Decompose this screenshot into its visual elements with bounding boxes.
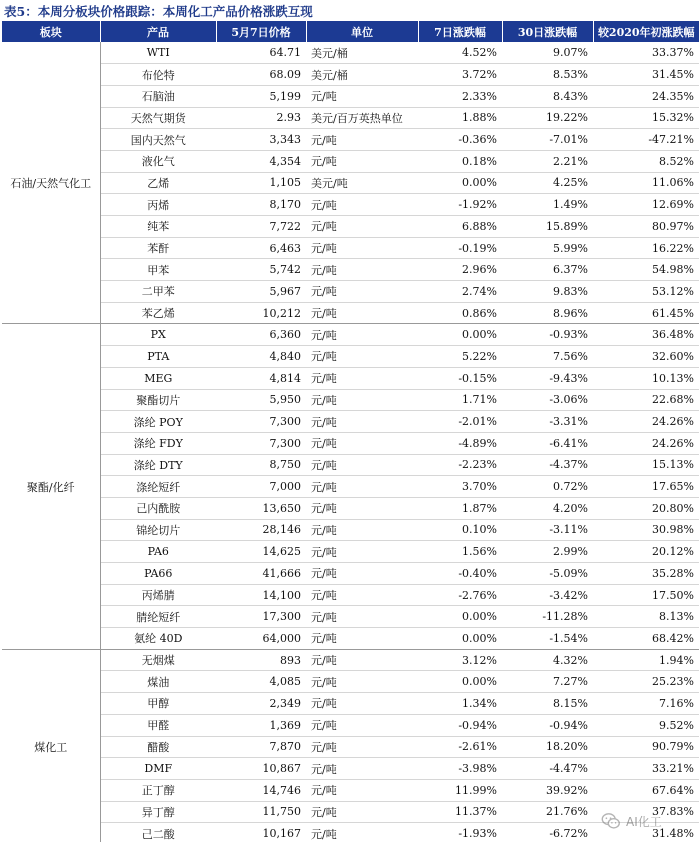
product-name: 国内天然气	[100, 129, 216, 151]
change-ytd: 15.13%	[593, 454, 699, 476]
product-name: 异丁醇	[100, 801, 216, 823]
unit-value: 美元/桶	[306, 42, 418, 64]
price-value: 64.71	[216, 42, 306, 64]
unit-value: 元/吨	[306, 129, 418, 151]
change-30d: 8.53%	[502, 64, 593, 86]
change-7d: 0.00%	[418, 324, 502, 346]
change-ytd: 20.12%	[593, 541, 699, 563]
table-row	[2, 801, 699, 823]
product-name: 丙烯	[100, 194, 216, 216]
change-30d: 0.72%	[502, 476, 593, 498]
change-7d: -2.23%	[418, 454, 502, 476]
table-row	[2, 42, 699, 64]
change-7d: -2.01%	[418, 411, 502, 433]
table-row	[2, 671, 699, 693]
change-ytd: 17.50%	[593, 584, 699, 606]
product-name: MEG	[100, 367, 216, 389]
unit-value: 元/吨	[306, 389, 418, 411]
product-name: 涤纶 DTY	[100, 454, 216, 476]
table-row	[2, 389, 699, 411]
product-name: 己二酸	[100, 823, 216, 842]
change-ytd: 80.97%	[593, 216, 699, 238]
price-value: 7,300	[216, 411, 306, 433]
change-ytd: 8.13%	[593, 606, 699, 628]
price-value: 11,750	[216, 801, 306, 823]
price-value: 41,666	[216, 563, 306, 585]
table-row	[2, 411, 699, 433]
unit-value: 元/吨	[306, 216, 418, 238]
change-7d: 3.72%	[418, 64, 502, 86]
unit-value: 元/吨	[306, 367, 418, 389]
product-name: PTA	[100, 346, 216, 368]
price-value: 7,722	[216, 216, 306, 238]
table-row	[2, 237, 699, 259]
product-name: 腈纶短纤	[100, 606, 216, 628]
table-row	[2, 758, 699, 780]
change-30d: 1.49%	[502, 194, 593, 216]
product-name: 苯酐	[100, 237, 216, 259]
product-name: 甲醛	[100, 714, 216, 736]
change-7d: -3.98%	[418, 758, 502, 780]
price-value: 14,100	[216, 584, 306, 606]
header-7d-change: 7日涨跌幅	[418, 21, 502, 42]
change-ytd: 10.13%	[593, 367, 699, 389]
product-name: 无烟煤	[100, 649, 216, 671]
table-row	[2, 823, 699, 842]
price-value: 6,360	[216, 324, 306, 346]
price-value: 4,814	[216, 367, 306, 389]
change-7d: 3.70%	[418, 476, 502, 498]
change-ytd: 11.06%	[593, 172, 699, 194]
table-caption: 表5：本周分板块价格跟踪：本周化工产品价格涨跌互现	[4, 4, 313, 19]
header-price: 5月7日价格	[216, 21, 306, 42]
change-7d: 3.12%	[418, 649, 502, 671]
product-name: 液化气	[100, 150, 216, 172]
unit-value: 元/吨	[306, 584, 418, 606]
unit-value: 元/吨	[306, 454, 418, 476]
table-row	[2, 281, 699, 303]
change-ytd: 37.83%	[593, 801, 699, 823]
price-value: 7,870	[216, 736, 306, 758]
price-value: 5,950	[216, 389, 306, 411]
change-30d: -3.31%	[502, 411, 593, 433]
change-ytd: 16.22%	[593, 237, 699, 259]
table-row	[2, 324, 699, 346]
watermark-text: AI化工	[626, 814, 662, 829]
change-ytd: 25.23%	[593, 671, 699, 693]
unit-value: 元/吨	[306, 194, 418, 216]
unit-value: 元/吨	[306, 563, 418, 585]
change-7d: -2.76%	[418, 584, 502, 606]
price-value: 6,463	[216, 237, 306, 259]
unit-value: 元/吨	[306, 237, 418, 259]
change-7d: 1.56%	[418, 541, 502, 563]
change-30d: -5.09%	[502, 563, 593, 585]
sector-label: 石油/天然气化工	[2, 42, 100, 324]
change-7d: 1.88%	[418, 107, 502, 129]
change-30d: -3.42%	[502, 584, 593, 606]
unit-value: 元/吨	[306, 736, 418, 758]
product-name: 正丁醇	[100, 779, 216, 801]
price-value: 4,840	[216, 346, 306, 368]
unit-value: 元/吨	[306, 411, 418, 433]
change-30d: 21.76%	[502, 801, 593, 823]
unit-value: 美元/桶	[306, 64, 418, 86]
product-name: 己内酰胺	[100, 497, 216, 519]
change-7d: 6.88%	[418, 216, 502, 238]
change-30d: 8.43%	[502, 85, 593, 107]
change-7d: 1.34%	[418, 693, 502, 715]
change-7d: -0.15%	[418, 367, 502, 389]
price-value: 8,170	[216, 194, 306, 216]
table-row	[2, 454, 699, 476]
change-30d: -4.37%	[502, 454, 593, 476]
change-ytd: 17.65%	[593, 476, 699, 498]
table-row	[2, 584, 699, 606]
product-name: 涤纶 FDY	[100, 432, 216, 454]
table-header-row	[2, 21, 699, 42]
change-ytd: 30.98%	[593, 519, 699, 541]
header-ytd-change: 较2020年初涨跌幅	[593, 21, 699, 42]
change-ytd: 68.42%	[593, 628, 699, 650]
product-name: 布伦特	[100, 64, 216, 86]
change-7d: -0.94%	[418, 714, 502, 736]
unit-value: 元/吨	[306, 671, 418, 693]
change-ytd: -47.21%	[593, 129, 699, 151]
change-ytd: 12.69%	[593, 194, 699, 216]
change-30d: -7.01%	[502, 129, 593, 151]
change-ytd: 9.52%	[593, 714, 699, 736]
change-7d: -2.61%	[418, 736, 502, 758]
price-value: 64,000	[216, 628, 306, 650]
change-ytd: 32.60%	[593, 346, 699, 368]
change-ytd: 20.80%	[593, 497, 699, 519]
change-ytd: 24.35%	[593, 85, 699, 107]
table-row	[2, 736, 699, 758]
change-30d: -3.11%	[502, 519, 593, 541]
product-name: 石脑油	[100, 85, 216, 107]
change-7d: -4.89%	[418, 432, 502, 454]
price-value: 13,650	[216, 497, 306, 519]
price-value: 893	[216, 649, 306, 671]
price-value: 28,146	[216, 519, 306, 541]
table-row	[2, 779, 699, 801]
table-row	[2, 714, 699, 736]
change-7d: 1.87%	[418, 497, 502, 519]
change-7d: -1.92%	[418, 194, 502, 216]
table-row	[2, 302, 699, 324]
wechat-icon	[600, 810, 622, 832]
table-row	[2, 563, 699, 585]
change-7d: 4.52%	[418, 42, 502, 64]
watermark	[600, 806, 696, 836]
change-7d: 0.18%	[418, 150, 502, 172]
product-name: 醋酸	[100, 736, 216, 758]
change-30d: 4.32%	[502, 649, 593, 671]
change-ytd: 8.52%	[593, 150, 699, 172]
price-value: 14,746	[216, 779, 306, 801]
change-7d: -0.36%	[418, 129, 502, 151]
change-30d: 39.92%	[502, 779, 593, 801]
table-row	[2, 606, 699, 628]
product-name: 甲醇	[100, 693, 216, 715]
table-row	[2, 628, 699, 650]
product-name: 锦纶切片	[100, 519, 216, 541]
product-name: 二甲苯	[100, 281, 216, 303]
price-value: 5,967	[216, 281, 306, 303]
table-row	[2, 476, 699, 498]
product-name: 乙烯	[100, 172, 216, 194]
unit-value: 元/吨	[306, 649, 418, 671]
product-name: 涤纶 POY	[100, 411, 216, 433]
table-body	[2, 42, 699, 842]
price-value: 14,625	[216, 541, 306, 563]
change-30d: 19.22%	[502, 107, 593, 129]
table-row	[2, 649, 699, 671]
change-7d: 11.37%	[418, 801, 502, 823]
table-row	[2, 541, 699, 563]
table-row	[2, 172, 699, 194]
change-7d: -0.19%	[418, 237, 502, 259]
change-ytd: 24.26%	[593, 432, 699, 454]
sector-label: 聚酯/化纤	[2, 324, 100, 649]
change-7d: 0.00%	[418, 628, 502, 650]
change-ytd: 54.98%	[593, 259, 699, 281]
table-row	[2, 259, 699, 281]
change-7d: 0.00%	[418, 606, 502, 628]
change-30d: 8.15%	[502, 693, 593, 715]
change-30d: 9.07%	[502, 42, 593, 64]
change-30d: -1.54%	[502, 628, 593, 650]
change-ytd: 24.26%	[593, 411, 699, 433]
change-7d: -0.40%	[418, 563, 502, 585]
change-30d: 4.25%	[502, 172, 593, 194]
price-value: 5,742	[216, 259, 306, 281]
table-row	[2, 150, 699, 172]
sector-label: 煤化工	[2, 649, 100, 842]
header-sector: 板块	[2, 21, 100, 42]
unit-value: 元/吨	[306, 497, 418, 519]
price-value: 2,349	[216, 693, 306, 715]
table-row	[2, 519, 699, 541]
change-7d: 0.00%	[418, 172, 502, 194]
unit-value: 元/吨	[306, 823, 418, 842]
price-value: 5,199	[216, 85, 306, 107]
unit-value: 美元/吨	[306, 172, 418, 194]
price-value: 3,343	[216, 129, 306, 151]
product-name: PA66	[100, 563, 216, 585]
change-30d: 18.20%	[502, 736, 593, 758]
change-ytd: 67.64%	[593, 779, 699, 801]
price-value: 68.09	[216, 64, 306, 86]
price-value: 4,354	[216, 150, 306, 172]
change-7d: 0.00%	[418, 671, 502, 693]
header-unit: 单位	[306, 21, 418, 42]
unit-value: 美元/百万英热单位	[306, 107, 418, 129]
change-30d: 9.83%	[502, 281, 593, 303]
unit-value: 元/吨	[306, 346, 418, 368]
table-row	[2, 194, 699, 216]
change-30d: -4.47%	[502, 758, 593, 780]
table-row	[2, 85, 699, 107]
change-30d: 6.37%	[502, 259, 593, 281]
change-30d: -6.41%	[502, 432, 593, 454]
unit-value: 元/吨	[306, 302, 418, 324]
table-row	[2, 346, 699, 368]
price-value: 1,369	[216, 714, 306, 736]
change-ytd: 36.48%	[593, 324, 699, 346]
unit-value: 元/吨	[306, 628, 418, 650]
unit-value: 元/吨	[306, 714, 418, 736]
change-30d: 2.99%	[502, 541, 593, 563]
change-ytd: 7.16%	[593, 693, 699, 715]
change-30d: -9.43%	[502, 367, 593, 389]
product-name: PA6	[100, 541, 216, 563]
unit-value: 元/吨	[306, 801, 418, 823]
table-row	[2, 64, 699, 86]
product-name: 涤纶短纤	[100, 476, 216, 498]
change-7d: 2.33%	[418, 85, 502, 107]
product-name: PX	[100, 324, 216, 346]
change-ytd: 35.28%	[593, 563, 699, 585]
change-7d: 0.86%	[418, 302, 502, 324]
change-ytd: 61.45%	[593, 302, 699, 324]
change-30d: 15.89%	[502, 216, 593, 238]
unit-value: 元/吨	[306, 606, 418, 628]
change-7d: 5.22%	[418, 346, 502, 368]
price-value: 7,000	[216, 476, 306, 498]
change-ytd: 1.94%	[593, 649, 699, 671]
product-name: 丙烯腈	[100, 584, 216, 606]
unit-value: 元/吨	[306, 693, 418, 715]
change-30d: -3.06%	[502, 389, 593, 411]
unit-value: 元/吨	[306, 150, 418, 172]
change-ytd: 22.68%	[593, 389, 699, 411]
product-name: WTI	[100, 42, 216, 64]
product-name: 氨纶 40D	[100, 628, 216, 650]
change-7d: 11.99%	[418, 779, 502, 801]
change-ytd: 15.32%	[593, 107, 699, 129]
price-value: 17,300	[216, 606, 306, 628]
price-value: 1,105	[216, 172, 306, 194]
unit-value: 元/吨	[306, 432, 418, 454]
change-ytd: 90.79%	[593, 736, 699, 758]
unit-value: 元/吨	[306, 476, 418, 498]
change-30d: 7.27%	[502, 671, 593, 693]
change-7d: 0.10%	[418, 519, 502, 541]
price-value: 2.93	[216, 107, 306, 129]
table-row	[2, 367, 699, 389]
price-table	[2, 21, 699, 842]
change-ytd: 33.21%	[593, 758, 699, 780]
change-ytd: 33.37%	[593, 42, 699, 64]
product-name: DMF	[100, 758, 216, 780]
unit-value: 元/吨	[306, 281, 418, 303]
change-30d: 7.56%	[502, 346, 593, 368]
price-value: 7,300	[216, 432, 306, 454]
change-ytd: 31.45%	[593, 64, 699, 86]
product-name: 煤油	[100, 671, 216, 693]
product-name: 苯乙烯	[100, 302, 216, 324]
table-row	[2, 693, 699, 715]
change-30d: -6.72%	[502, 823, 593, 842]
price-value: 4,085	[216, 671, 306, 693]
header-30d-change: 30日涨跌幅	[502, 21, 593, 42]
unit-value: 元/吨	[306, 519, 418, 541]
unit-value: 元/吨	[306, 85, 418, 107]
change-ytd: 53.12%	[593, 281, 699, 303]
product-name: 甲苯	[100, 259, 216, 281]
change-7d: -1.93%	[418, 823, 502, 842]
price-value: 8,750	[216, 454, 306, 476]
change-30d: -0.93%	[502, 324, 593, 346]
unit-value: 元/吨	[306, 259, 418, 281]
table-row	[2, 107, 699, 129]
table-row	[2, 216, 699, 238]
table-row	[2, 432, 699, 454]
change-30d: 5.99%	[502, 237, 593, 259]
unit-value: 元/吨	[306, 324, 418, 346]
unit-value: 元/吨	[306, 779, 418, 801]
change-7d: 1.71%	[418, 389, 502, 411]
product-name: 天然气期货	[100, 107, 216, 129]
change-ytd: 31.48%	[593, 823, 699, 842]
product-name: 聚酯切片	[100, 389, 216, 411]
product-name: 纯苯	[100, 216, 216, 238]
change-30d: -11.28%	[502, 606, 593, 628]
change-7d: 2.74%	[418, 281, 502, 303]
change-7d: 2.96%	[418, 259, 502, 281]
change-30d: -0.94%	[502, 714, 593, 736]
change-30d: 8.96%	[502, 302, 593, 324]
unit-value: 元/吨	[306, 758, 418, 780]
price-value: 10,212	[216, 302, 306, 324]
change-30d: 4.20%	[502, 497, 593, 519]
price-value: 10,167	[216, 823, 306, 842]
table-row	[2, 497, 699, 519]
unit-value: 元/吨	[306, 541, 418, 563]
table-row	[2, 129, 699, 151]
price-value: 10,867	[216, 758, 306, 780]
change-30d: 2.21%	[502, 150, 593, 172]
header-product: 产品	[100, 21, 216, 42]
